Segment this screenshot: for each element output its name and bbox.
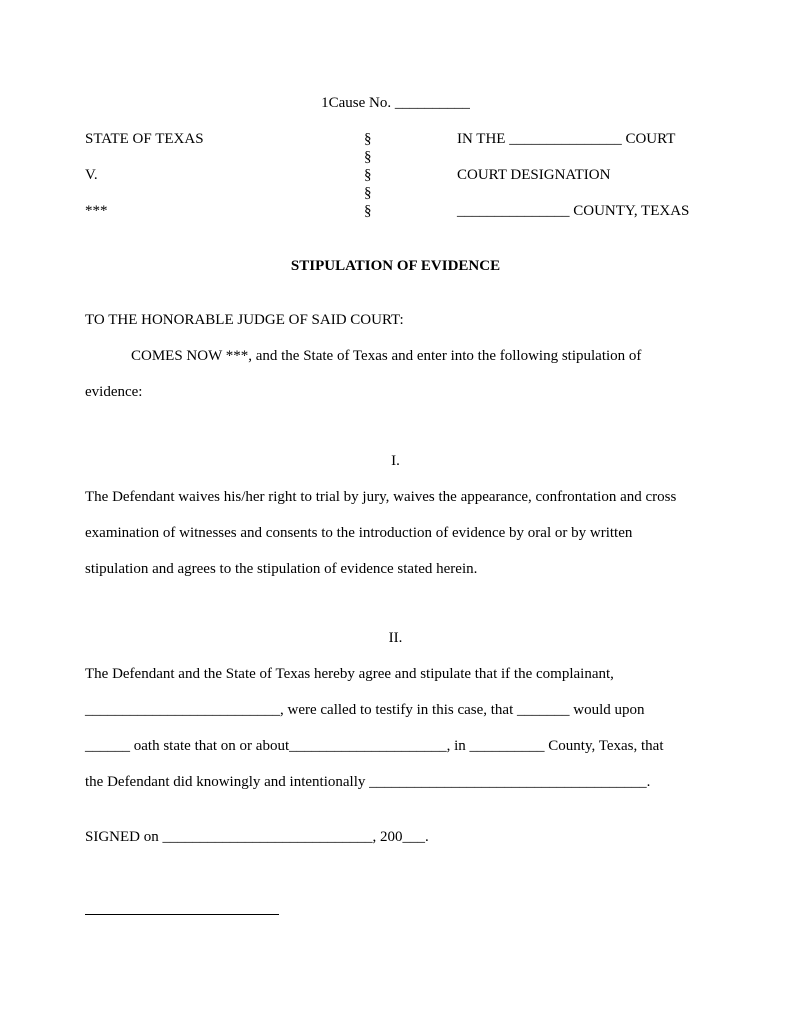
signed-date-line: SIGNED on ____________________________, 200___.	[85, 829, 429, 845]
section-1-numeral: I.	[391, 453, 400, 469]
cause-number: 1Cause No. __________	[321, 95, 470, 111]
section-2-line: ______ oath state that on or about_____________________, in __________ County, Texas, that	[85, 738, 664, 754]
section-1-line: examination of witnesses and consents to the introduction of evidence by oral or by written	[85, 525, 633, 541]
section-mark: §	[364, 131, 372, 147]
section-mark: §	[364, 167, 372, 183]
caption-party-state: STATE OF TEXAS	[85, 131, 204, 147]
section-mark: §	[364, 149, 372, 165]
intro-line-1: COMES NOW ***, and the State of Texas and enter into the following stipulation of	[131, 348, 642, 364]
caption-court: IN THE _______________ COURT	[457, 131, 676, 147]
document-title: STIPULATION OF EVIDENCE	[290, 258, 501, 274]
salutation: TO THE HONORABLE JUDGE OF SAID COURT:	[85, 312, 404, 328]
caption-court-designation: COURT DESIGNATION	[457, 167, 611, 183]
section-1-line: stipulation and agrees to the stipulation of evidence stated herein.	[85, 561, 478, 577]
caption-party-defendant: ***	[85, 203, 108, 219]
section-1-line: The Defendant waives his/her right to trial by jury, waives the appearance, confrontation and cross	[85, 489, 677, 505]
intro-line-2: evidence:	[85, 384, 143, 400]
caption-county: _______________ COUNTY, TEXAS	[457, 203, 690, 219]
section-2-line: the Defendant did knowingly and intentionally _____________________________________.	[85, 774, 651, 790]
signature-line	[85, 914, 279, 915]
section-mark: §	[364, 185, 372, 201]
caption-versus: V.	[85, 167, 98, 183]
section-2-numeral: II.	[388, 630, 403, 646]
section-2-line: __________________________, were called to testify in this case, that _______ would upon	[85, 702, 645, 718]
section-2-line: The Defendant and the State of Texas hereby agree and stipulate that if the complainant,	[85, 666, 614, 682]
section-mark: §	[364, 203, 372, 219]
